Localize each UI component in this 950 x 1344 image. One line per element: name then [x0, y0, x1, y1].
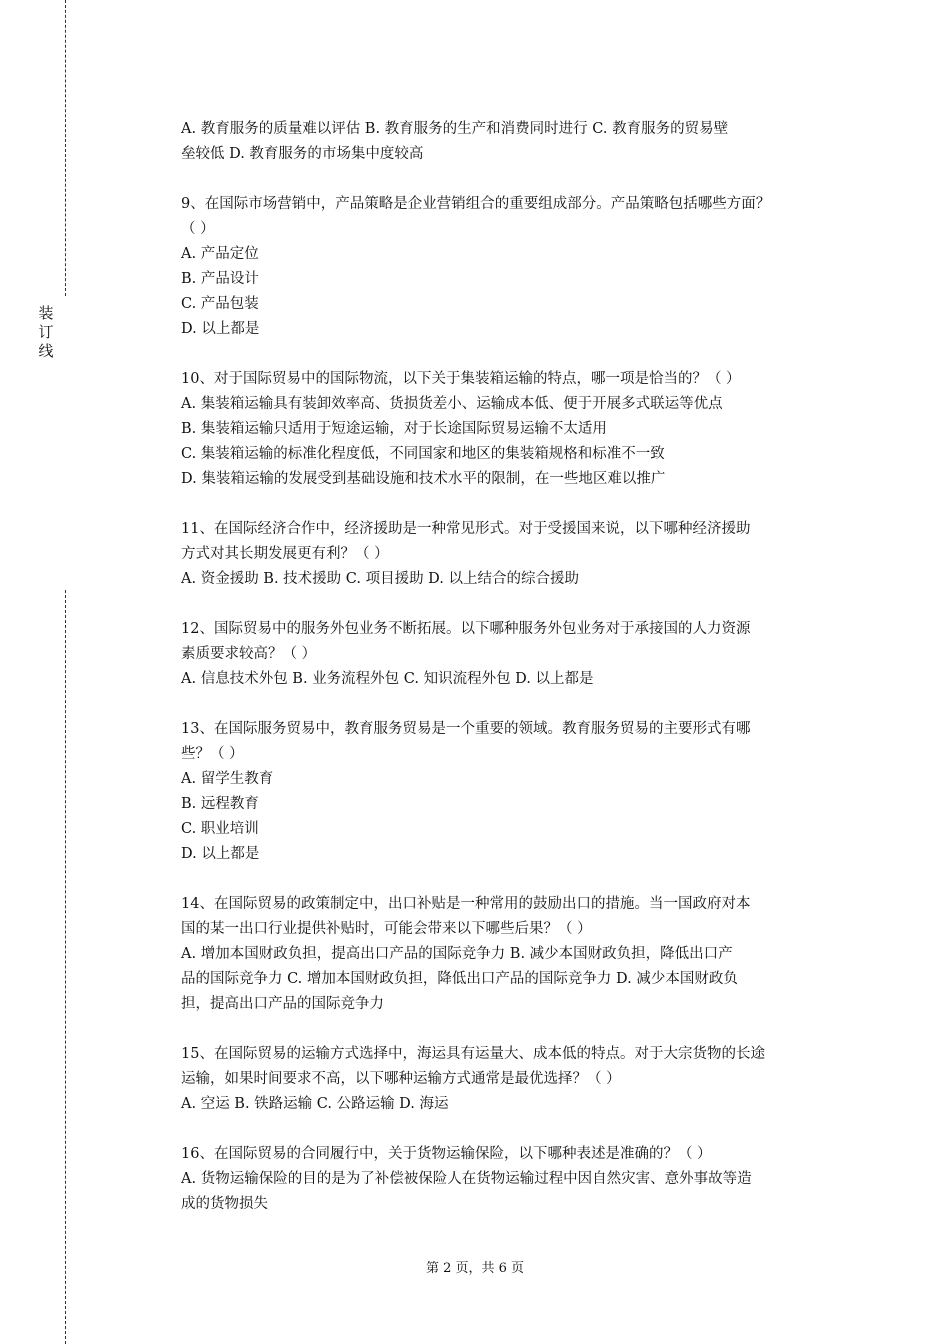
- binding-char: 订: [38, 323, 54, 341]
- question-block-13: [181, 717, 841, 867]
- text-line: A. 教育服务的质量难以评估 B. 教育服务的生产和消费同时进行 C. 教育服务的贸易壁: [181, 121, 729, 137]
- question-stem: 15、在国际贸易的运输方式选择中，海运具有运量大、成本低的特点。对于大宗货物的长途: [181, 1046, 765, 1062]
- option-b: B. 远程教育: [181, 796, 259, 812]
- binding-char: 装: [38, 304, 54, 322]
- question-block-8-options: [181, 117, 841, 167]
- question-stem: 13、在国际服务贸易中，教育服务贸易是一个重要的领域。教育服务贸易的主要形式有哪: [181, 721, 751, 737]
- question-stem: 些？（ ）: [181, 746, 244, 762]
- binding-dashed-line-top: [65, 0, 66, 296]
- question-block-12: [181, 617, 841, 692]
- question-block-11: [181, 517, 841, 592]
- options-line: A. 信息技术外包 B. 业务流程外包 C. 知识流程外包 D. 以上都是: [181, 671, 594, 687]
- option-d: D. 集装箱运输的发展受到基础设施和技术水平的限制，在一些地区难以推广: [181, 471, 666, 487]
- option-d: D. 以上都是: [181, 321, 260, 337]
- question-content: [181, 117, 841, 1217]
- question-block-15: [181, 1042, 841, 1117]
- question-stem: （ ）: [181, 221, 215, 237]
- option-a: 成的货物损失: [181, 1196, 268, 1212]
- question-stem: 9、在国际市场营销中，产品策略是企业营销组合的重要组成部分。产品策略包括哪些方面？: [181, 196, 771, 212]
- question-block-9: [181, 192, 841, 342]
- question-stem: 国的某一出口行业提供补贴时，可能会带来以下哪些后果？（ ）: [181, 921, 592, 937]
- option-a: A. 留学生教育: [181, 771, 274, 787]
- text-line: 垒较低 D. 教育服务的市场集中度较高: [181, 146, 424, 162]
- options-line: 品的国际竞争力 C. 增加本国财政负担，降低出口产品的国际竞争力 D. 减少本国财政负: [181, 971, 738, 987]
- options-line: A. 增加本国财政负担，提高出口产品的国际竞争力 B. 减少本国财政负担，降低出口产: [181, 946, 733, 962]
- question-block-10: [181, 367, 841, 492]
- option-c: C. 集装箱运输的标准化程度低，不同国家和地区的集装箱规格和标准不一致: [181, 446, 665, 462]
- question-stem: 方式对其长期发展更有利？（ ）: [181, 546, 389, 562]
- option-a: A. 货物运输保险的目的是为了补偿被保险人在货物运输过程中因自然灾害、意外事故等造: [181, 1171, 752, 1187]
- option-b: B. 产品设计: [181, 271, 259, 287]
- binding-char: 线: [38, 342, 54, 360]
- question-stem: 16、在国际贸易的合同履行中，关于货物运输保险，以下哪种表述是准确的？（ ）: [181, 1146, 712, 1162]
- question-stem: 11、在国际经济合作中，经济援助是一种常见形式。对于受援国来说，以下哪种经济援助: [181, 521, 751, 537]
- question-stem: 14、在国际贸易的政策制定中，出口补贴是一种常用的鼓励出口的措施。当一国政府对本: [181, 896, 751, 912]
- options-line: A. 资金援助 B. 技术援助 C. 项目援助 D. 以上结合的综合援助: [181, 571, 580, 587]
- options-line: A. 空运 B. 铁路运输 C. 公路运输 D. 海运: [181, 1096, 449, 1112]
- options-line: 担，提高出口产品的国际竞争力: [181, 996, 384, 1012]
- question-stem: 素质要求较高？（ ）: [181, 646, 317, 662]
- option-a: A. 产品定位: [181, 246, 259, 262]
- option-c: C. 职业培训: [181, 821, 259, 837]
- option-d: D. 以上都是: [181, 846, 260, 862]
- option-c: C. 产品包装: [181, 296, 259, 312]
- question-block-14: [181, 892, 841, 1017]
- binding-label: [36, 304, 56, 361]
- option-a: A. 集装箱运输具有装卸效率高、货损货差小、运输成本低、便于开展多式联运等优点: [181, 396, 723, 412]
- option-b: B. 集装箱运输只适用于短途运输，对于长途国际贸易运输不太适用: [181, 421, 607, 437]
- question-stem: 运输，如果时间要求不高，以下哪种运输方式通常是最优选择？（ ）: [181, 1071, 621, 1087]
- page-number-footer: 第 2 页，共 6 页: [425, 1261, 525, 1276]
- question-stem: 10、对于国际贸易中的国际物流，以下关于集装箱运输的特点，哪一项是恰当的？（ ）: [181, 371, 741, 387]
- binding-dashed-line-bottom: [65, 590, 66, 1344]
- question-block-16: [181, 1142, 841, 1217]
- question-stem: 12、国际贸易中的服务外包业务不断拓展。以下哪种服务外包业务对于承接国的人力资源: [181, 621, 751, 637]
